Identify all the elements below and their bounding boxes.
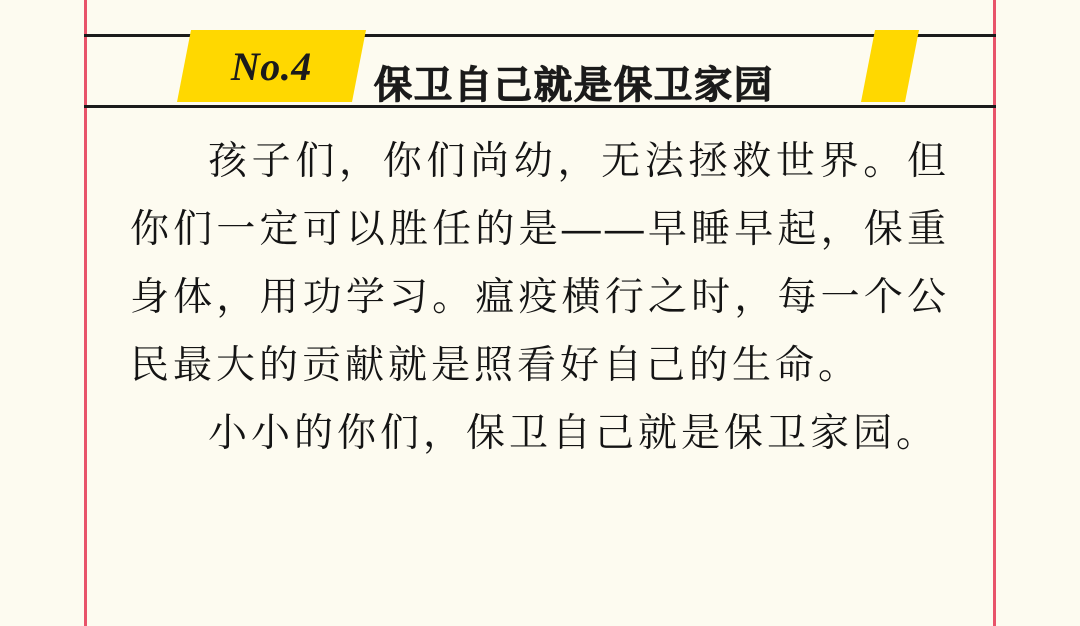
article-body [130, 128, 950, 468]
body-paragraph: 孩子们，你们尚幼，无法拯救世界。但你们一定可以胜任的是——早睡早起，保重身体，用功学习。瘟疫横行之时，每一个公民最大的贡献就是照看好自己的生命。 [130, 140, 950, 387]
section-number-label: No.4 [231, 43, 312, 89]
body-paragraph: 小小的你们，保卫自己就是保卫家园。 [208, 412, 940, 455]
section-number-badge [177, 30, 366, 102]
section-header [84, 34, 996, 108]
section-headline: 保卫自己就是保卫家园 [374, 65, 775, 107]
headline-end-accent [861, 30, 919, 102]
